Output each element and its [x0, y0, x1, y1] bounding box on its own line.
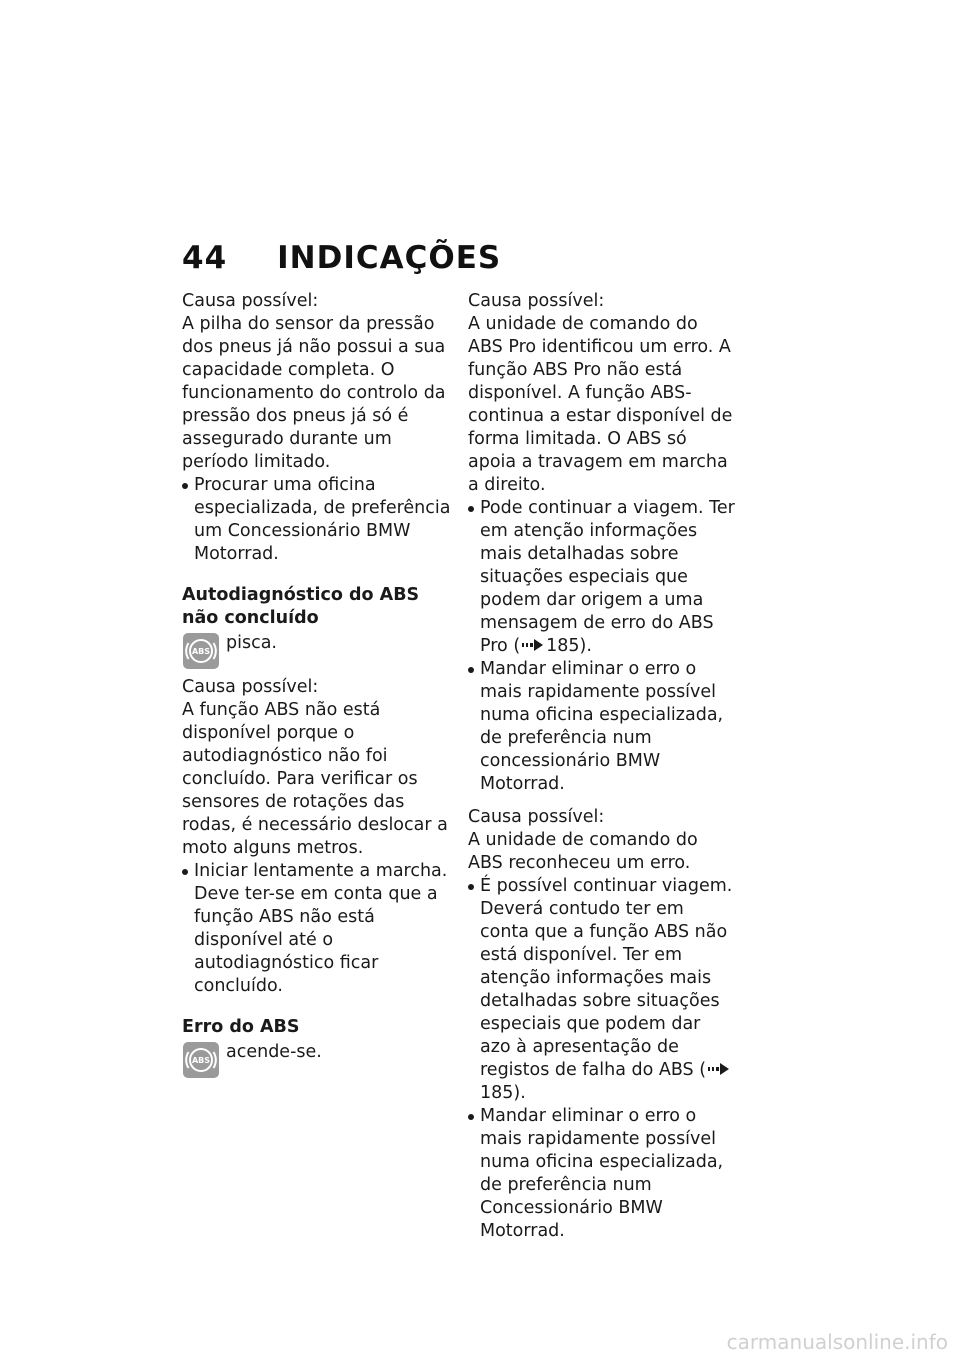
- cause-text: A unidade de comando do ABS Pro identificou um erro. A função ABS Pro não está disponível. A função ABS-continua a estar disponível de forma limitada. O ABS só apoia a travagem em marcha a direito.: [468, 314, 733, 495]
- reference-arrow-icon: [708, 1062, 730, 1076]
- page-reference[interactable]: 185).: [480, 1083, 526, 1103]
- page-number: 44: [182, 240, 228, 276]
- bullet-item: Iniciar lentamente a marcha. Deve ter-se em conta que a função ABS não está disponível até o autodiagnóstico ficar concluído.: [182, 860, 454, 998]
- cause-label: Causa possível:: [468, 291, 605, 311]
- bullet-item: Pode continuar a viagem. Ter em atenção informações mais detalhadas sobre situações especiais que podem dar origem a uma mensagem de erro do ABS Pro ( 185).: [468, 497, 736, 658]
- section-heading-abs-error: Erro do ABS: [182, 1017, 300, 1037]
- reference-arrow-icon: [522, 638, 544, 652]
- bullet-item: Mandar eliminar o erro o mais rapidamente possível numa oficina especializada, de preferência num concessionário BMW Motorrad.: [468, 658, 736, 796]
- cause-label: Causa possível:: [182, 677, 319, 697]
- bullet-text: Pode continuar a viagem. Ter em atenção informações mais detalhadas sobre situações especiais que podem dar origem a uma mensagem de erro do ABS Pro: [480, 498, 735, 656]
- watermark: carmanualsonline.info: [726, 1330, 948, 1354]
- svg-text:ABS: ABS: [191, 647, 211, 656]
- abs-warning-icon: [182, 632, 220, 670]
- bullet-item: É possível continuar viagem. Deverá contudo ter em conta que a função ABS não está disponível. Ter em atenção informações mais detalhadas sobre situações especiais que podem dar azo à apresentação de registos de falha do ABS (185).: [468, 875, 736, 1105]
- abs-indicator-row: [182, 632, 454, 670]
- bullet-item: Procurar uma oficina especializada, de preferência um Concessionário BMW Motorrad.: [182, 474, 454, 566]
- right-column: [468, 290, 736, 1243]
- cause-text: A pilha do sensor da pressão dos pneus já não possui a sua capacidade completa. O funcionamento do controlo da pressão dos pneus já só é assegurado durante um período limitado.: [182, 314, 446, 472]
- page-header: [182, 240, 742, 276]
- abs-warning-icon: [182, 1041, 220, 1079]
- page-title: INDICAÇÕES: [277, 240, 502, 276]
- bullet-item: Mandar eliminar o erro o mais rapidamente possível numa oficina especializada, de preferência num Concessionário BMW Motorrad.: [468, 1105, 736, 1243]
- indicator-text: acende-se.: [226, 1042, 322, 1062]
- svg-text:ABS: ABS: [191, 1056, 211, 1065]
- section-heading-abs-diagnosis: Autodiagnóstico do ABS não concluído: [182, 585, 420, 628]
- cause-text: A função ABS não está disponível porque o autodiagnóstico não foi concluído. Para verificar os sensores de rotações das rodas, é necessário deslocar a moto alguns metros.: [182, 700, 448, 858]
- indicator-text: pisca.: [226, 633, 277, 653]
- cause-label: Causa possível:: [468, 807, 605, 827]
- page-reference[interactable]: 185).: [546, 636, 592, 656]
- cause-text: A unidade de comando do ABS reconheceu um erro.: [468, 830, 698, 873]
- cause-label: Causa possível:: [182, 291, 319, 311]
- bullet-text: É possível continuar viagem. Deverá contudo ter em conta que a função ABS não está disponível. Ter em atenção informações mais detalhadas sobre situações especiais que podem dar azo à apresentação de registos de falha do ABS: [480, 876, 733, 1080]
- left-column: [182, 290, 454, 1085]
- abs-indicator-row: [182, 1041, 454, 1079]
